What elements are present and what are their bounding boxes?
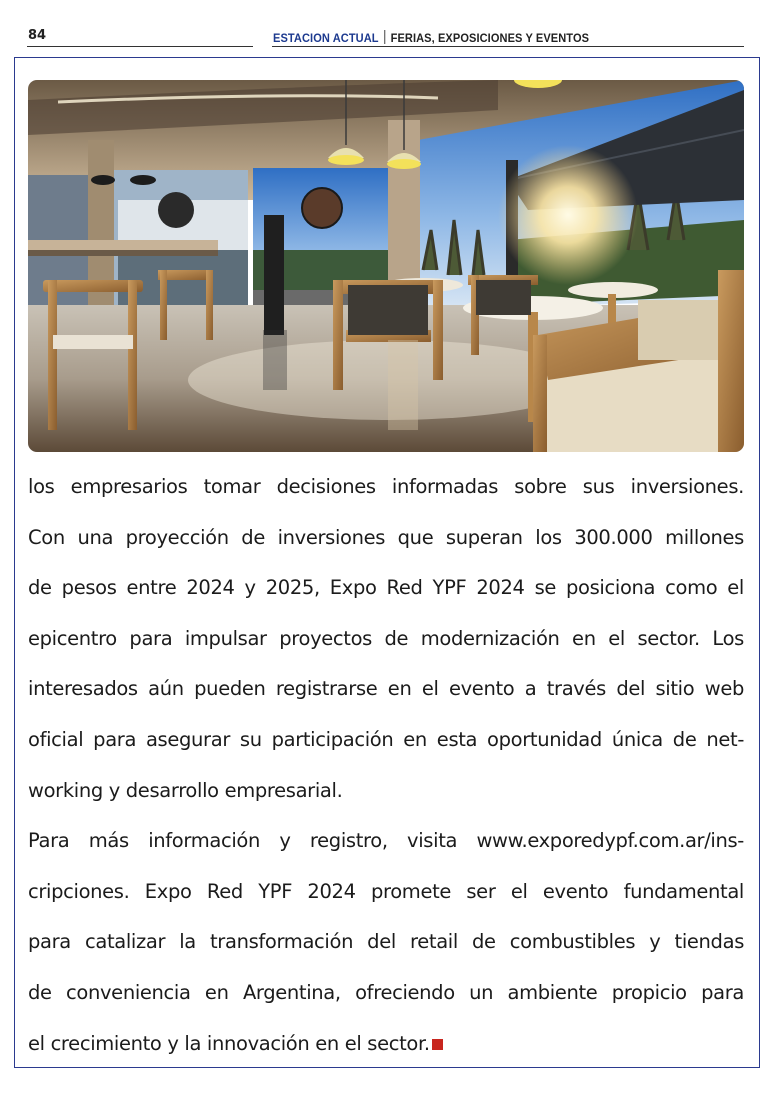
article-line: interesados aún pueden registrarse en el evento a través del sitio web [28,677,744,701]
article-line: de pesos entre 2024 y 2025, Expo Red YPF 2024 se posiciona como el [28,576,744,600]
article-line: epicentro para impulsar proyectos de modernización en el sector. Los [28,626,744,650]
article-line: Para más información y registro, visita www.exporedypf.com.ar/ins- [28,829,744,853]
header-rule-left [27,46,253,47]
article-line: los empresarios tomar decisiones informadas sobre sus inversiones. [28,475,744,498]
article-line: Con una proyección de inversiones que superan los 300.000 millones [28,525,744,549]
article-final-line [28,1019,744,1070]
page-number: 84 [28,28,47,43]
end-of-article-mark [432,1039,443,1050]
cafe-interior-photo [28,80,744,452]
header-rule-right [272,46,744,47]
section-name: FERIAS, EXPOSICIONES Y EVENTOS [390,31,590,45]
header-separator [384,30,385,44]
article-line: oficial para asegurar su participación en esta oportunidad única de net- [28,727,744,751]
article-body [28,462,744,1069]
running-header [273,30,589,45]
article-line: working y desarrollo empresarial. [28,778,343,802]
magazine-name: ESTACION ACTUAL [273,31,379,45]
article-line: cripciones. Expo Red YPF 2024 promete ser el evento fundamental [28,879,744,903]
article-line: de conveniencia en Argentina, ofreciendo un ambiente propicio para [28,980,744,1004]
article-line: para catalizar la transformación del retail de combustibles y tiendas [28,930,744,954]
article-line-text: el crecimiento y la innovación en el sector. [28,1031,430,1055]
